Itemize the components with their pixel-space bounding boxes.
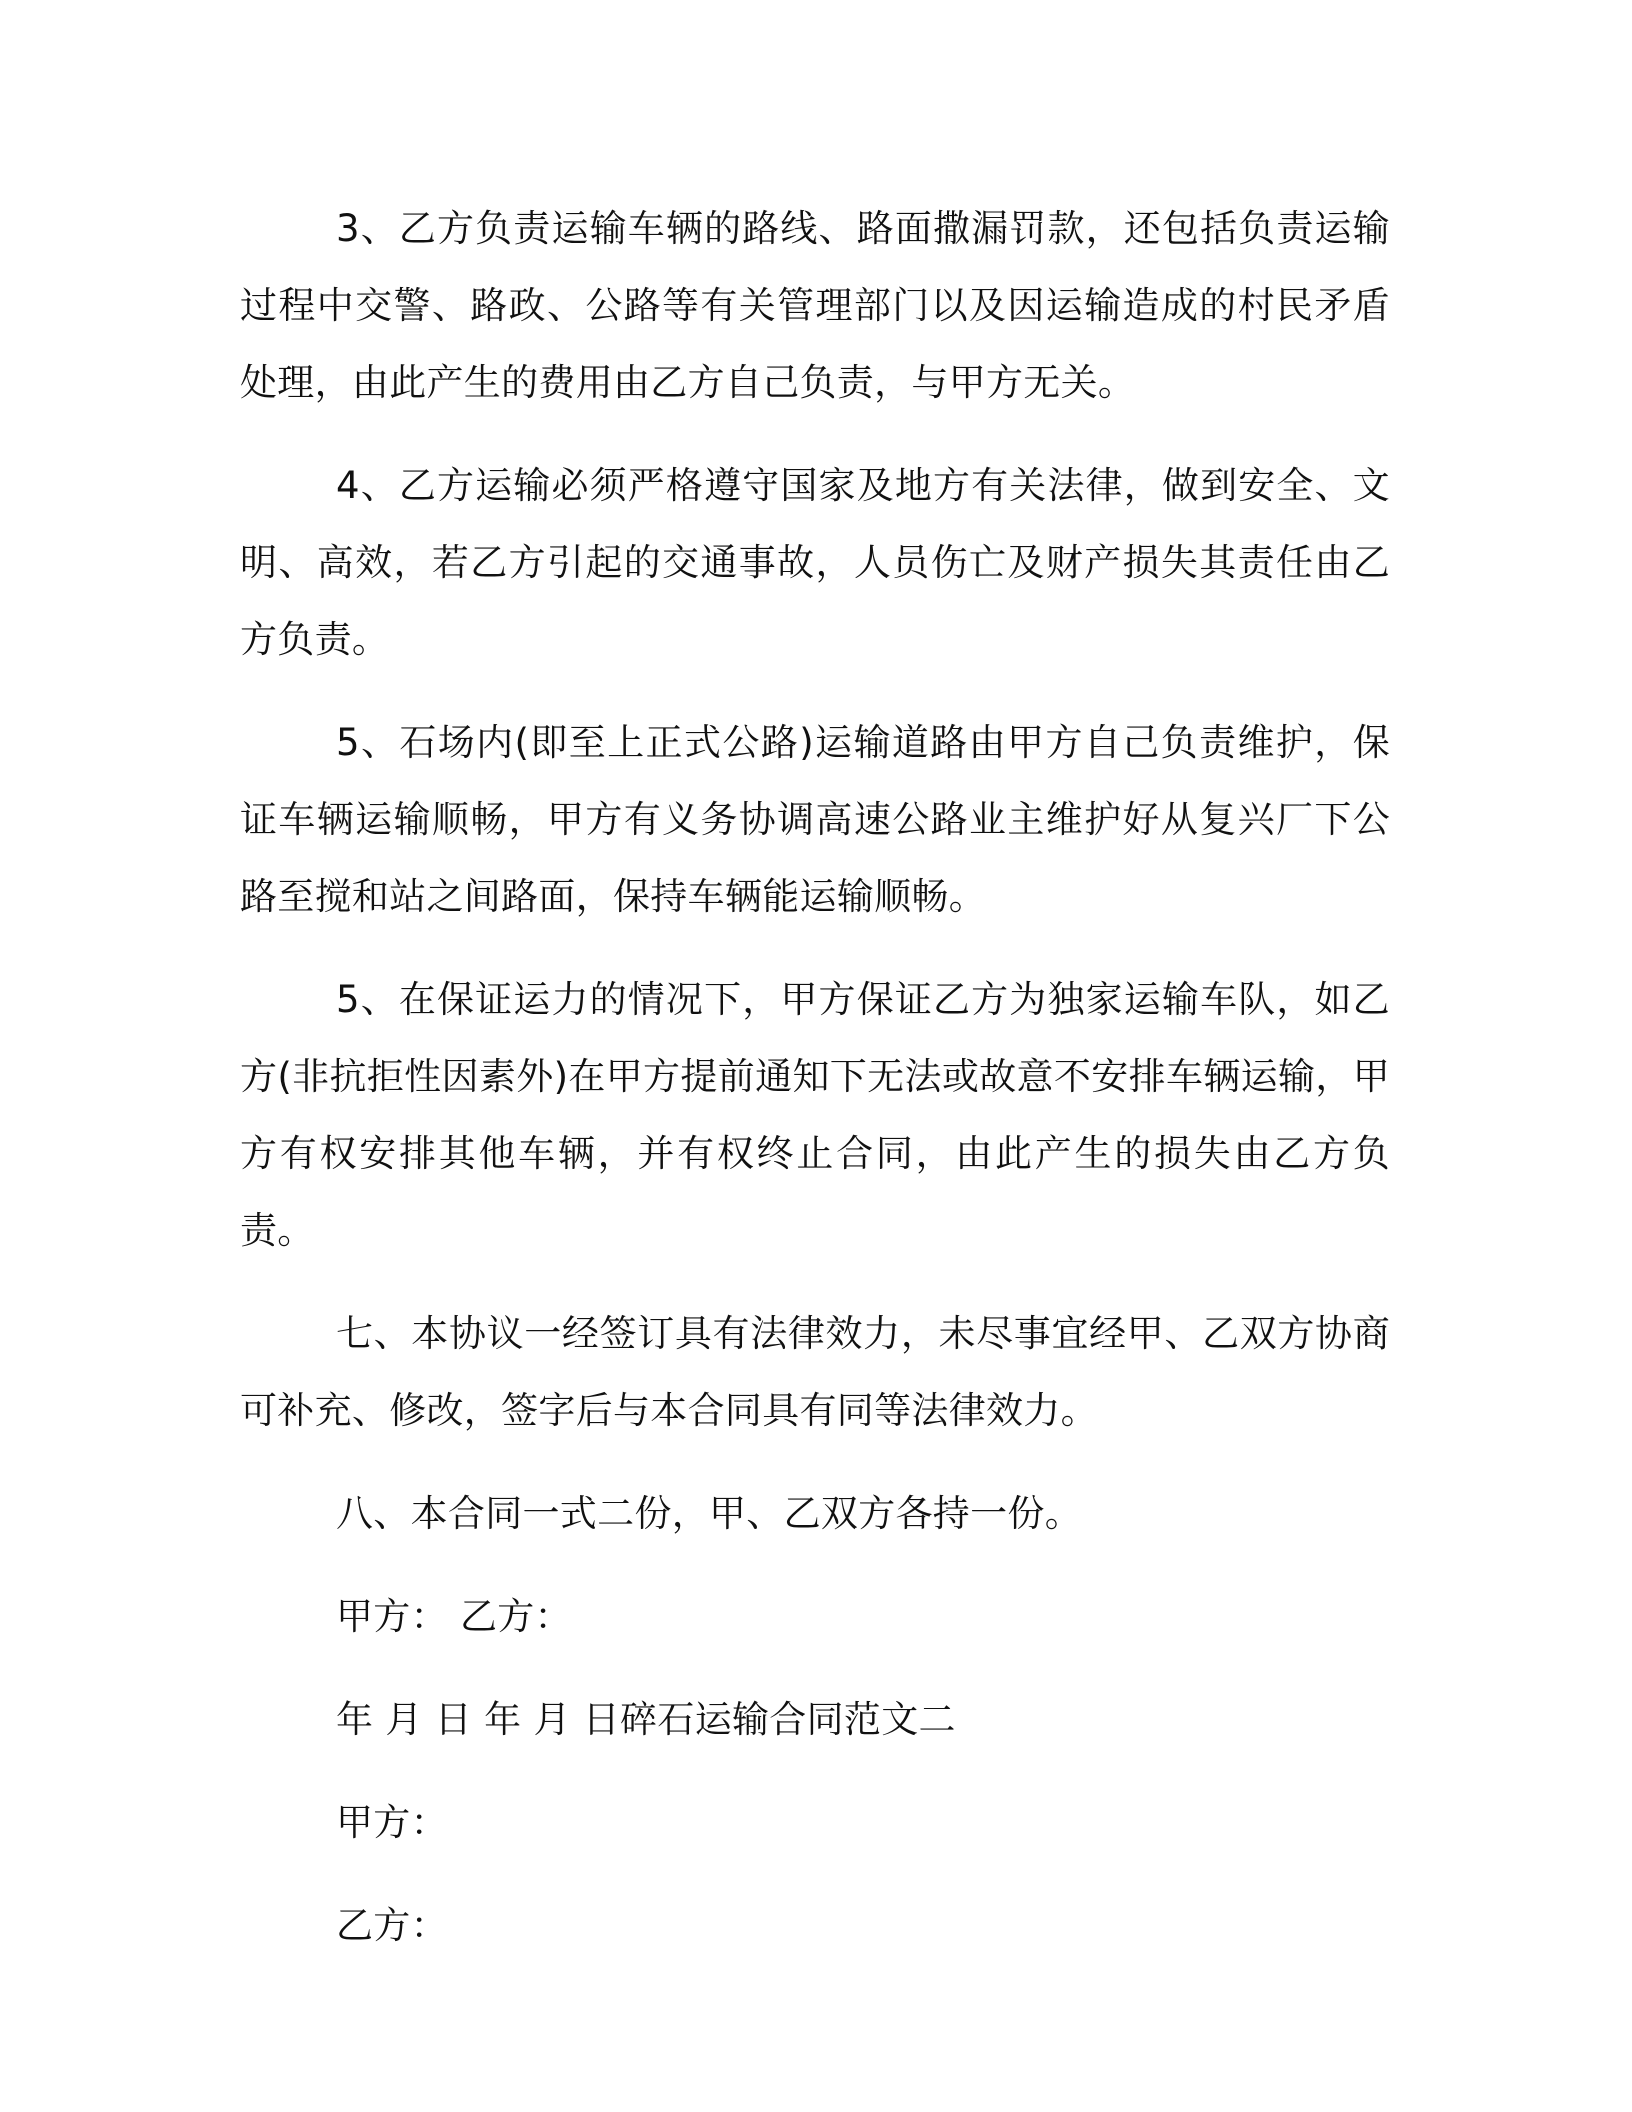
document-body xyxy=(240,190,1390,1990)
clause-eight: 八、本合同一式二份，甲、乙双方各持一份。 xyxy=(336,1492,1082,1535)
party-a-label: 甲方： xyxy=(336,1801,448,1844)
clause-5-exclusive-transport: 5、在保证运力的情况下，甲方保证乙方为独家运输车队，如乙方(非抗拒性因素外)在甲方提前通知下无法或故意不安排车辆运输，甲方有权安排其他车辆，并有权终止合同，由此产生的损失由乙方负责。 xyxy=(240,978,1390,1252)
clause-5-road-maintenance: 5、石场内(即至上正式公路)运输道路由甲方自己负责维护，保证车辆运输顺畅，甲方有义务协调高速公路业主维护好从复兴厂下公路至搅和站之间路面，保持车辆能运输顺畅。 xyxy=(240,721,1390,918)
party-b-label: 乙方： xyxy=(336,1904,448,1947)
clause-3: 3、乙方负责运输车辆的路线、路面撒漏罚款，还包括负责运输过程中交警、路政、公路等有关管理部门以及因运输造成的村民矛盾处理，由此产生的费用由乙方自己负责，与甲方无关。 xyxy=(240,207,1390,404)
clause-4: 4、乙方运输必须严格遵守国家及地方有关法律，做到安全、文明、高效，若乙方引起的交通事故，人员伤亡及财产损失其责任由乙方负责。 xyxy=(240,464,1390,661)
signature-parties-line: 甲方： 乙方： xyxy=(336,1595,572,1638)
date-and-title-line: 年 月 日 年 月 日碎石运输合同范文二 xyxy=(336,1698,956,1741)
clause-seven: 七、本协议一经签订具有法律效力，未尽事宜经甲、乙双方协商可补充、修改，签字后与本合同具有同等法律效力。 xyxy=(240,1312,1390,1432)
